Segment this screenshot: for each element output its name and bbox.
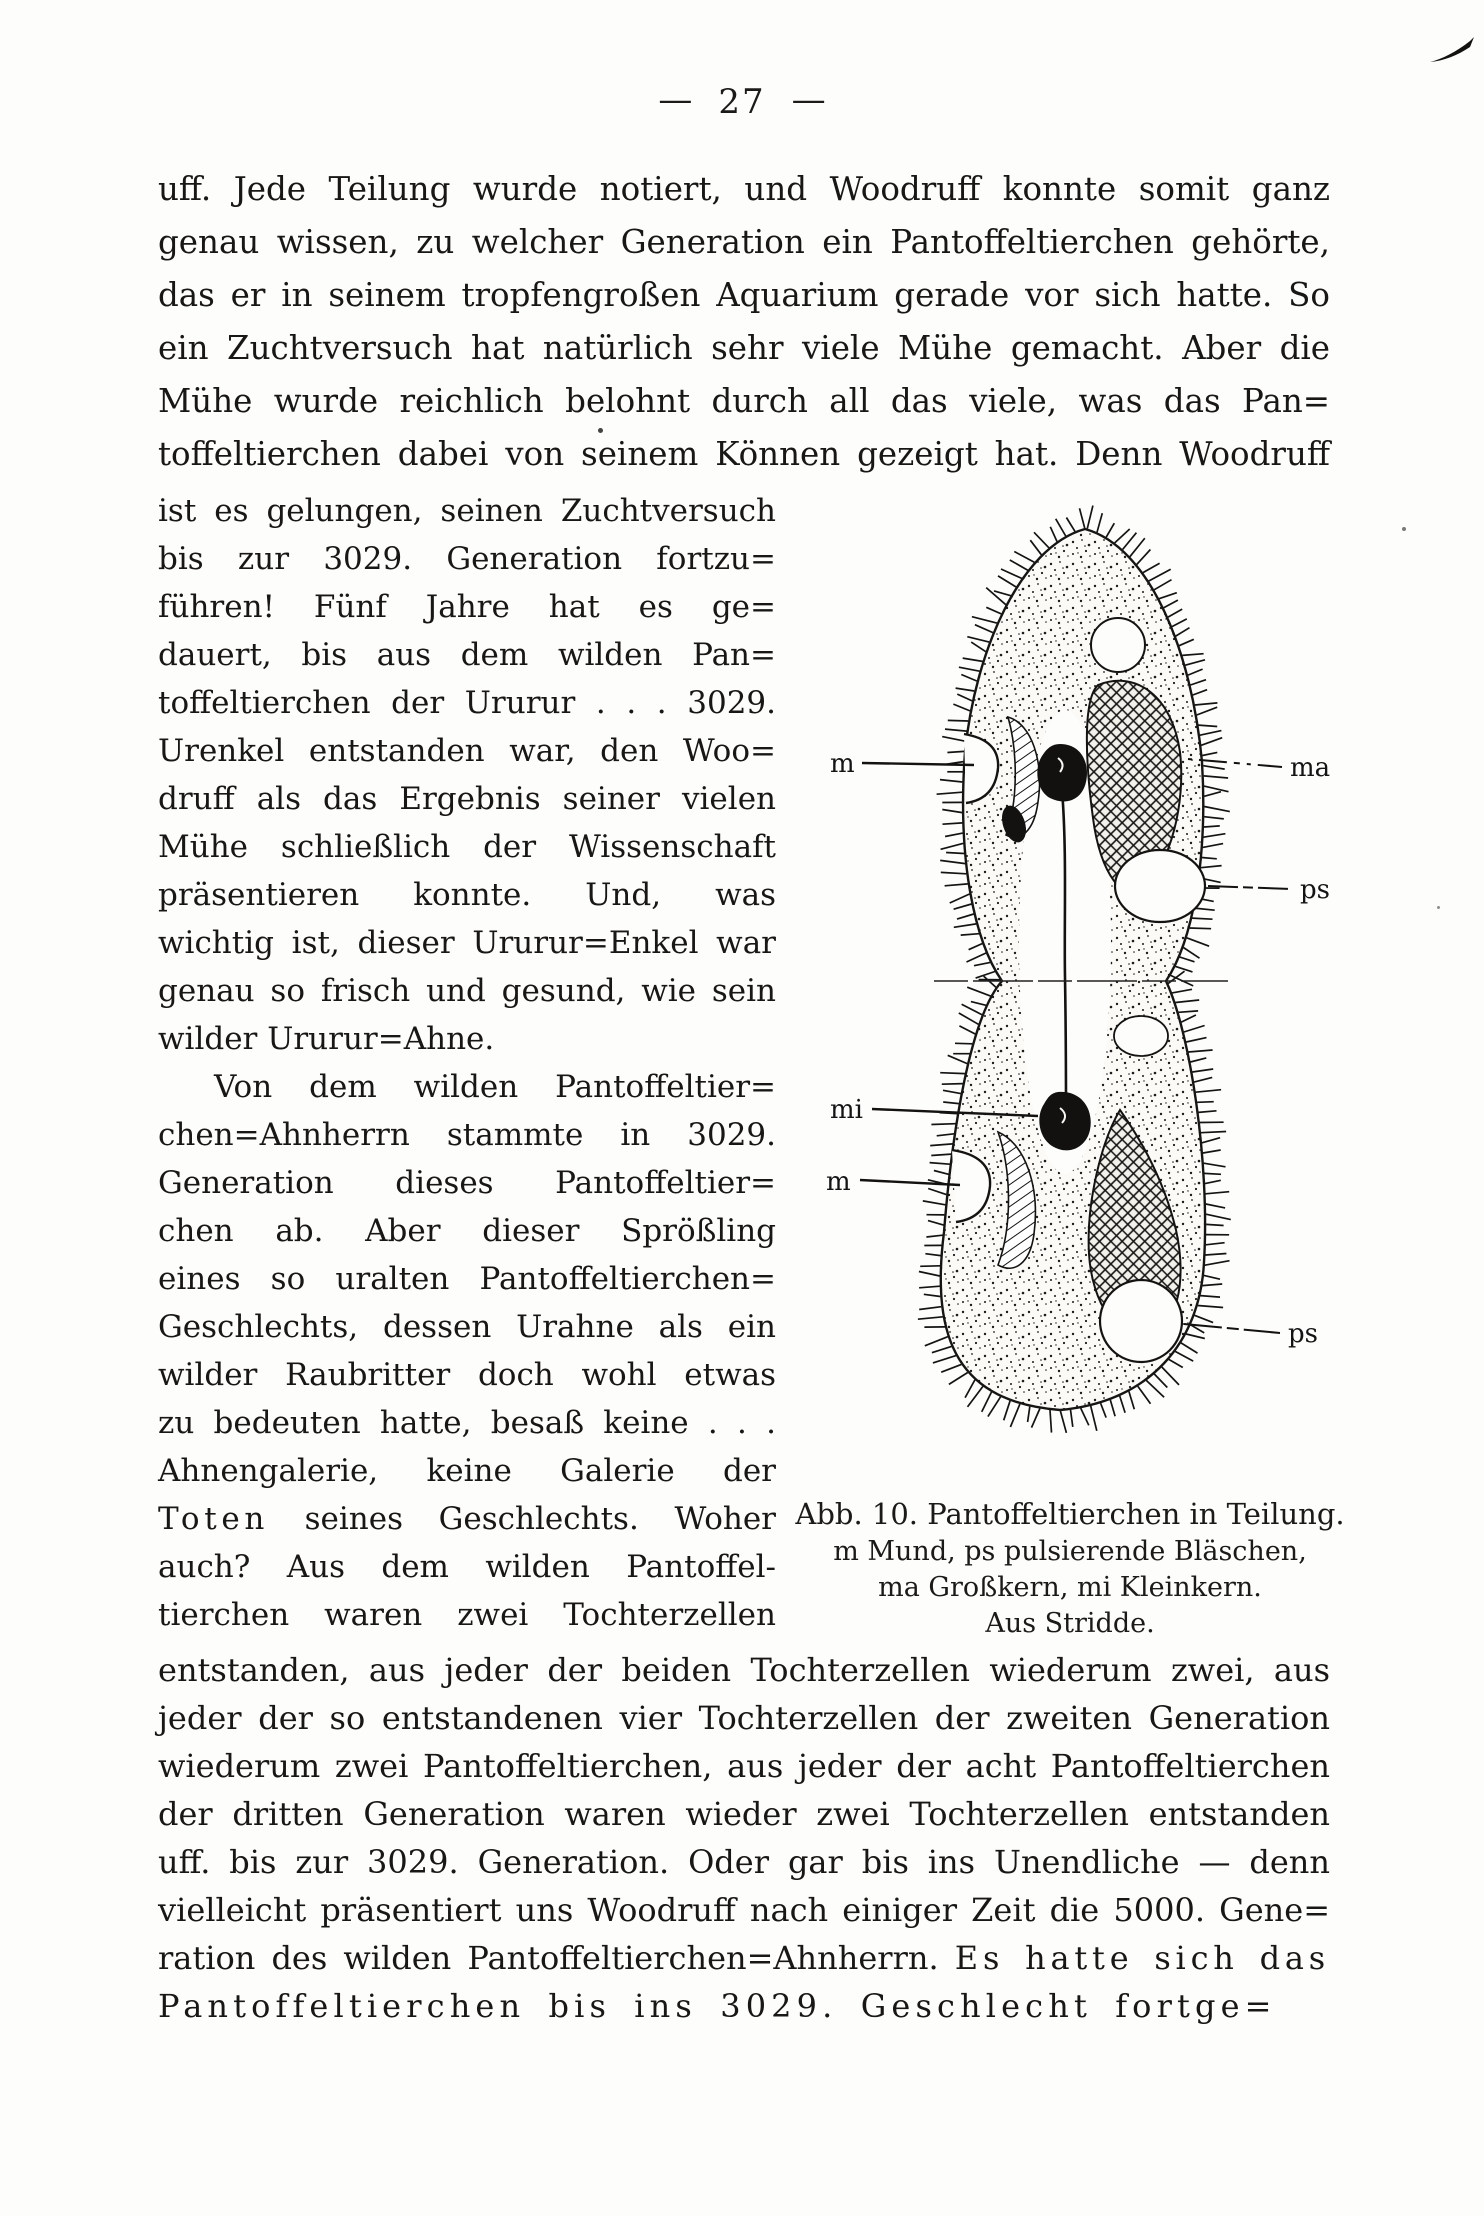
emphasized-phrase: Es hatte sich das (954, 1939, 1331, 1977)
text-line: führen! Fünf Jahre hat es ge= (158, 589, 776, 625)
cilium (1187, 938, 1209, 946)
text-line: der dritten Generation waren wieder zwei Tochterzellen entstanden (158, 1795, 1330, 1833)
text-line: präsentieren konnte. Und, was (158, 877, 776, 913)
cilium (1162, 1367, 1179, 1385)
upper-micronucleus (1037, 744, 1087, 801)
cilium (965, 1380, 975, 1398)
paramecium-illustration (630, 472, 1380, 1492)
cilium (1203, 834, 1225, 838)
page-header (0, 82, 1484, 122)
cilium (919, 1307, 941, 1310)
cilium (972, 617, 997, 623)
text-line: Geschlechts, dessen Urahne als ein (158, 1309, 776, 1345)
cilium (937, 1134, 954, 1136)
text-line: chen=Ahnherrn stammte in 3029. (158, 1117, 776, 1153)
figure-caption (780, 1494, 1360, 1642)
text-span: ration des wilden Pantoffeltierchen=Ahnherrn. (158, 1939, 939, 1977)
cilium (963, 658, 983, 661)
cilium (1198, 1306, 1223, 1308)
cilium (1154, 1374, 1167, 1388)
cilium (1115, 529, 1130, 543)
cilium (956, 688, 975, 691)
text-line: vielleicht präsentiert uns Woodruff nach einiger Zeit die 5000. Gene= (158, 1891, 1330, 1929)
cilium (994, 591, 1011, 596)
cilium (1056, 519, 1066, 536)
cilium (919, 1272, 940, 1277)
cilium (998, 576, 1016, 587)
cilium (1101, 1403, 1107, 1417)
cilium (1164, 600, 1178, 608)
cilium (1188, 1050, 1212, 1052)
cilium (959, 1013, 979, 1024)
cilium (1179, 1011, 1199, 1012)
cilium (962, 1004, 982, 1014)
cilium (1204, 826, 1220, 827)
cilium (1199, 1111, 1217, 1113)
cilium (943, 1102, 959, 1104)
cilium (1123, 533, 1137, 550)
cilium (1110, 1400, 1115, 1416)
cilium (1050, 1410, 1052, 1433)
cilium (1206, 1224, 1224, 1225)
cilium (1206, 1204, 1225, 1208)
cilium (1081, 1408, 1089, 1425)
caption-title: Abb. 10. Pantoffeltierchen in Teilung. (795, 1497, 1345, 1531)
cilium (971, 642, 986, 652)
cilium (928, 1189, 946, 1195)
cilium (1201, 1132, 1226, 1133)
cilium (1181, 1343, 1198, 1353)
cilium (1202, 1138, 1220, 1143)
cilium (1192, 918, 1212, 919)
cilium (1176, 1000, 1200, 1003)
cilium (937, 792, 963, 794)
cilium (1030, 540, 1041, 555)
cilium (926, 1235, 942, 1237)
cilium (1172, 989, 1192, 993)
cilium (1206, 1192, 1230, 1194)
text-line: Generation dieses Pantoffeltier= (158, 1165, 776, 1201)
figure-label-mi: mi (830, 1095, 863, 1125)
cilium (955, 1043, 972, 1044)
cilium (957, 914, 974, 919)
cilium (948, 720, 968, 721)
cilium (920, 1266, 940, 1267)
cilium (1180, 957, 1195, 962)
text-line: Von dem wilden Pantoffeltier= (214, 1069, 776, 1105)
cilium (945, 833, 963, 836)
cilium (1203, 844, 1223, 848)
leader-ps-upper (1208, 886, 1292, 889)
lower-pulsating-vesicle (1100, 1280, 1182, 1362)
cilium (1202, 1284, 1222, 1286)
cilium (1028, 1407, 1030, 1422)
cilium (971, 1002, 986, 1006)
text-line: Urenkel entstanden war, den Woo= (158, 733, 776, 769)
cilium (1201, 738, 1222, 746)
cilium (1137, 550, 1151, 565)
upper-pulsating-vesicle (1115, 850, 1205, 922)
scan-speck (1402, 527, 1406, 531)
cilium (1206, 1214, 1231, 1219)
text-line: ist es gelungen, seinen Zuchtversuch (158, 493, 776, 529)
figure-label-ps-lower: ps (1288, 1319, 1318, 1349)
figure-label-m-lower: m (826, 1167, 851, 1197)
cilium (1193, 690, 1207, 695)
cilium (1194, 1077, 1212, 1082)
text-line: chen ab. Aber dieser Sprößling (158, 1213, 776, 1249)
cilium (954, 904, 972, 909)
cilium (1176, 628, 1190, 636)
cilium (975, 625, 993, 633)
cilium (1172, 619, 1187, 627)
cilium (1190, 1058, 1206, 1062)
text-line: wichtig ist, dieser Ururur=Enkel war (158, 925, 776, 961)
cilium (1204, 1275, 1220, 1279)
cilium (957, 694, 972, 701)
cilium (1196, 1090, 1222, 1093)
cilium (930, 1144, 952, 1146)
cilium (947, 751, 964, 752)
cilium (940, 780, 962, 782)
cilium (945, 884, 968, 886)
cilium (1202, 752, 1217, 755)
cilium (918, 1317, 943, 1319)
cilium (1004, 1401, 1010, 1421)
cilium (925, 1337, 948, 1346)
cilium (932, 1346, 952, 1352)
text-line: bis zur 3029. Generation fortzu= (158, 541, 776, 577)
leader-m-lower (860, 1180, 960, 1185)
text-line: wilder Raubritter doch wohl etwas (158, 1357, 776, 1393)
cilium (1201, 866, 1222, 868)
cilium (945, 729, 967, 731)
cilium (1001, 569, 1022, 578)
cilium (1066, 518, 1075, 532)
cilium (953, 704, 970, 711)
cilium (982, 1392, 992, 1412)
cilium (959, 1026, 975, 1034)
header-dash-left: — (658, 80, 693, 120)
paragraph-top (158, 163, 1330, 481)
cilium (941, 843, 964, 849)
cilium (1181, 1015, 1196, 1022)
figure-label-ma: ma (1290, 753, 1331, 783)
ink-stroke (1426, 28, 1484, 72)
cilium (988, 1397, 1001, 1417)
cilium (924, 1294, 941, 1296)
emphasized-word: Toten (158, 1501, 269, 1537)
cilium (940, 860, 965, 863)
figure-label-m-upper: m (830, 749, 855, 779)
text-line: genau wissen, zu welcher Generation ein Pantoffeltierchen gehörte, (158, 223, 1330, 261)
cilium (1205, 1261, 1230, 1266)
cilium (1071, 1410, 1073, 1427)
cilium (940, 1073, 965, 1074)
cilium (1188, 669, 1203, 675)
cilium (1129, 1391, 1134, 1409)
text-line: uff. bis zur 3029. Generation. Oder gar bis ins Unendliche — denn (158, 1843, 1330, 1881)
text-line: wiederum zwei Pantoffeltierchen, aus jeder der acht Pantoffeltierchen (158, 1747, 1330, 1785)
text-line: Pantoffeltierchen bis ins 3029. Geschlecht fortge= (158, 1987, 1277, 2025)
cilium (941, 872, 967, 873)
cilium (986, 607, 1001, 614)
scan-speck (598, 428, 603, 433)
cilium (961, 675, 977, 682)
cilium (1203, 1150, 1221, 1153)
cilium (933, 1356, 956, 1363)
cilium (1120, 1396, 1125, 1413)
cilium (1206, 1243, 1225, 1245)
cilium (1204, 792, 1221, 797)
cilium (1204, 776, 1228, 778)
text-line: dauert, bis aus dem wilden Pan= (158, 637, 776, 673)
cilium (1205, 1254, 1226, 1256)
cilium (942, 737, 965, 742)
cilium (942, 810, 962, 813)
text-line: wilder Ururur=Ahne. (158, 1021, 495, 1057)
cilium (974, 962, 990, 965)
cilium (1204, 786, 1229, 792)
caption-line: m Mund, ps pulsierende Bläschen, (833, 1536, 1307, 1567)
cilium (1195, 1315, 1214, 1322)
cilium (1179, 639, 1194, 645)
text-line: tierchen waren zwei Tochterzellen (158, 1597, 776, 1633)
cilium (1192, 1069, 1213, 1072)
text-line: ein Zuchtversuch hat natürlich sehr viele Mühe gemacht. Aber die (158, 329, 1330, 367)
text-line: druff als das Ergebnis seiner vielen (158, 781, 776, 817)
header-dash-right: — (791, 80, 826, 120)
cilium (950, 894, 970, 903)
cilium (1202, 858, 1217, 859)
text-line (158, 1495, 776, 1543)
cilium (1097, 513, 1102, 532)
scan-speck (1437, 906, 1440, 909)
caption-source: Aus Stridde. (985, 1608, 1155, 1639)
cilium (969, 944, 983, 950)
cilium (1032, 1409, 1040, 1428)
cilium (1205, 1180, 1221, 1183)
text-line: uff. Jede Teilung wurde notiert, und Woodruff konnte somit ganz (158, 170, 1330, 208)
cilium (967, 637, 989, 642)
text-line: eines so uralten Pantoffeltierchen= (158, 1261, 776, 1297)
cilium (949, 1373, 968, 1385)
cilium (943, 823, 963, 824)
caption-line: ma Großkern, mi Kleinkern. (878, 1572, 1262, 1603)
figure-paramecium-division (630, 472, 1380, 1492)
cilium (942, 1084, 963, 1085)
cilium (919, 1286, 940, 1288)
text-line: das er in seinem tropfengroßen Aquarium gerade vor sich hatte. So (158, 276, 1330, 314)
cilium (1010, 560, 1028, 570)
cilium (1010, 1404, 1020, 1427)
cilium (1186, 1038, 1206, 1042)
cilium (1168, 609, 1182, 617)
text-line: Mühe schließlich der Wissenschaft (158, 829, 776, 865)
cilium (1204, 817, 1224, 819)
cilium (934, 1171, 949, 1175)
cilium (961, 934, 979, 935)
cilium (1185, 660, 1205, 665)
cilium (931, 1124, 955, 1125)
cilium (1204, 807, 1230, 812)
page-number: 27 (718, 82, 766, 122)
cilium (1182, 654, 1203, 656)
cilium (1138, 1386, 1151, 1404)
cilium (1149, 569, 1171, 581)
cilium (1190, 928, 1212, 929)
cilium (1034, 532, 1049, 548)
cilium (1130, 538, 1145, 557)
cilium (959, 667, 980, 671)
cilium (1169, 1359, 1183, 1367)
cilium (1200, 1296, 1220, 1298)
text-line: genau so frisch und gesund, wie sein (158, 973, 776, 1009)
text-line: entstanden, aus jeder der beiden Tochterzellen wiederum zwei, aus (158, 1651, 1330, 1689)
cilium (928, 1221, 944, 1226)
text-line: zu bedeuten hatte, besaß keine . . . (158, 1405, 776, 1441)
cilium (1146, 1380, 1164, 1397)
cilium (1080, 508, 1085, 528)
cilium (1194, 908, 1214, 910)
text-line: jeder der so entstandenen vier Tochterzellen der zweiten Generation (158, 1699, 1330, 1737)
paragraph-bottom (158, 1646, 1330, 2030)
cilium (1060, 1411, 1066, 1433)
cilium (923, 1201, 946, 1205)
text-line: auch? Aus dem wilden Pantoffel- (158, 1549, 776, 1585)
cilium (1091, 1406, 1097, 1431)
cilium (954, 924, 976, 927)
cilium (1159, 593, 1177, 599)
text-line (158, 1934, 1330, 1982)
cilium (1197, 1102, 1214, 1103)
lower-vacuole (1114, 1016, 1168, 1056)
cilium (925, 1254, 940, 1256)
cilium (1186, 1334, 1205, 1339)
cilium (1197, 707, 1218, 715)
text-line: Mühe wurde reichlich belohnt durch all das viele, was das Pan= (158, 382, 1330, 420)
cilium (1154, 580, 1171, 590)
cilium (1087, 506, 1093, 529)
cilium (1175, 1351, 1193, 1361)
cilium (1184, 1026, 1205, 1033)
text-line: Ahnengalerie, keine Galerie der (158, 1453, 776, 1489)
cilium (931, 1154, 951, 1155)
cilium (1203, 766, 1225, 769)
cilium (1195, 703, 1218, 705)
cilium (943, 1090, 961, 1093)
cilium (1050, 527, 1057, 542)
cilium (941, 1364, 961, 1372)
cilium (1143, 563, 1160, 572)
cilium (1014, 552, 1034, 563)
text-line: toffeltierchen dabei von seinem Können gezeigt hat. Denn Woodruff (158, 435, 1330, 473)
cilium (948, 1055, 968, 1063)
cilium (946, 853, 964, 854)
cilium (1198, 725, 1217, 726)
cilium (1191, 680, 1207, 685)
cilium (1204, 1163, 1226, 1167)
cilium (1183, 948, 1199, 959)
cilium (930, 1163, 950, 1165)
cilium (1200, 731, 1222, 736)
upper-vacuole (1091, 618, 1145, 672)
text-line: toffeltierchen der Ururur . . . 3029. (158, 685, 776, 721)
cilium (1204, 1173, 1221, 1174)
cilium (967, 953, 987, 962)
text-span: seines Geschlechts. Woher (304, 1501, 776, 1537)
cilium (967, 987, 990, 996)
cilium (1106, 523, 1114, 537)
cilium (986, 588, 1006, 605)
figure-label-ps-upper: ps (1300, 875, 1330, 905)
